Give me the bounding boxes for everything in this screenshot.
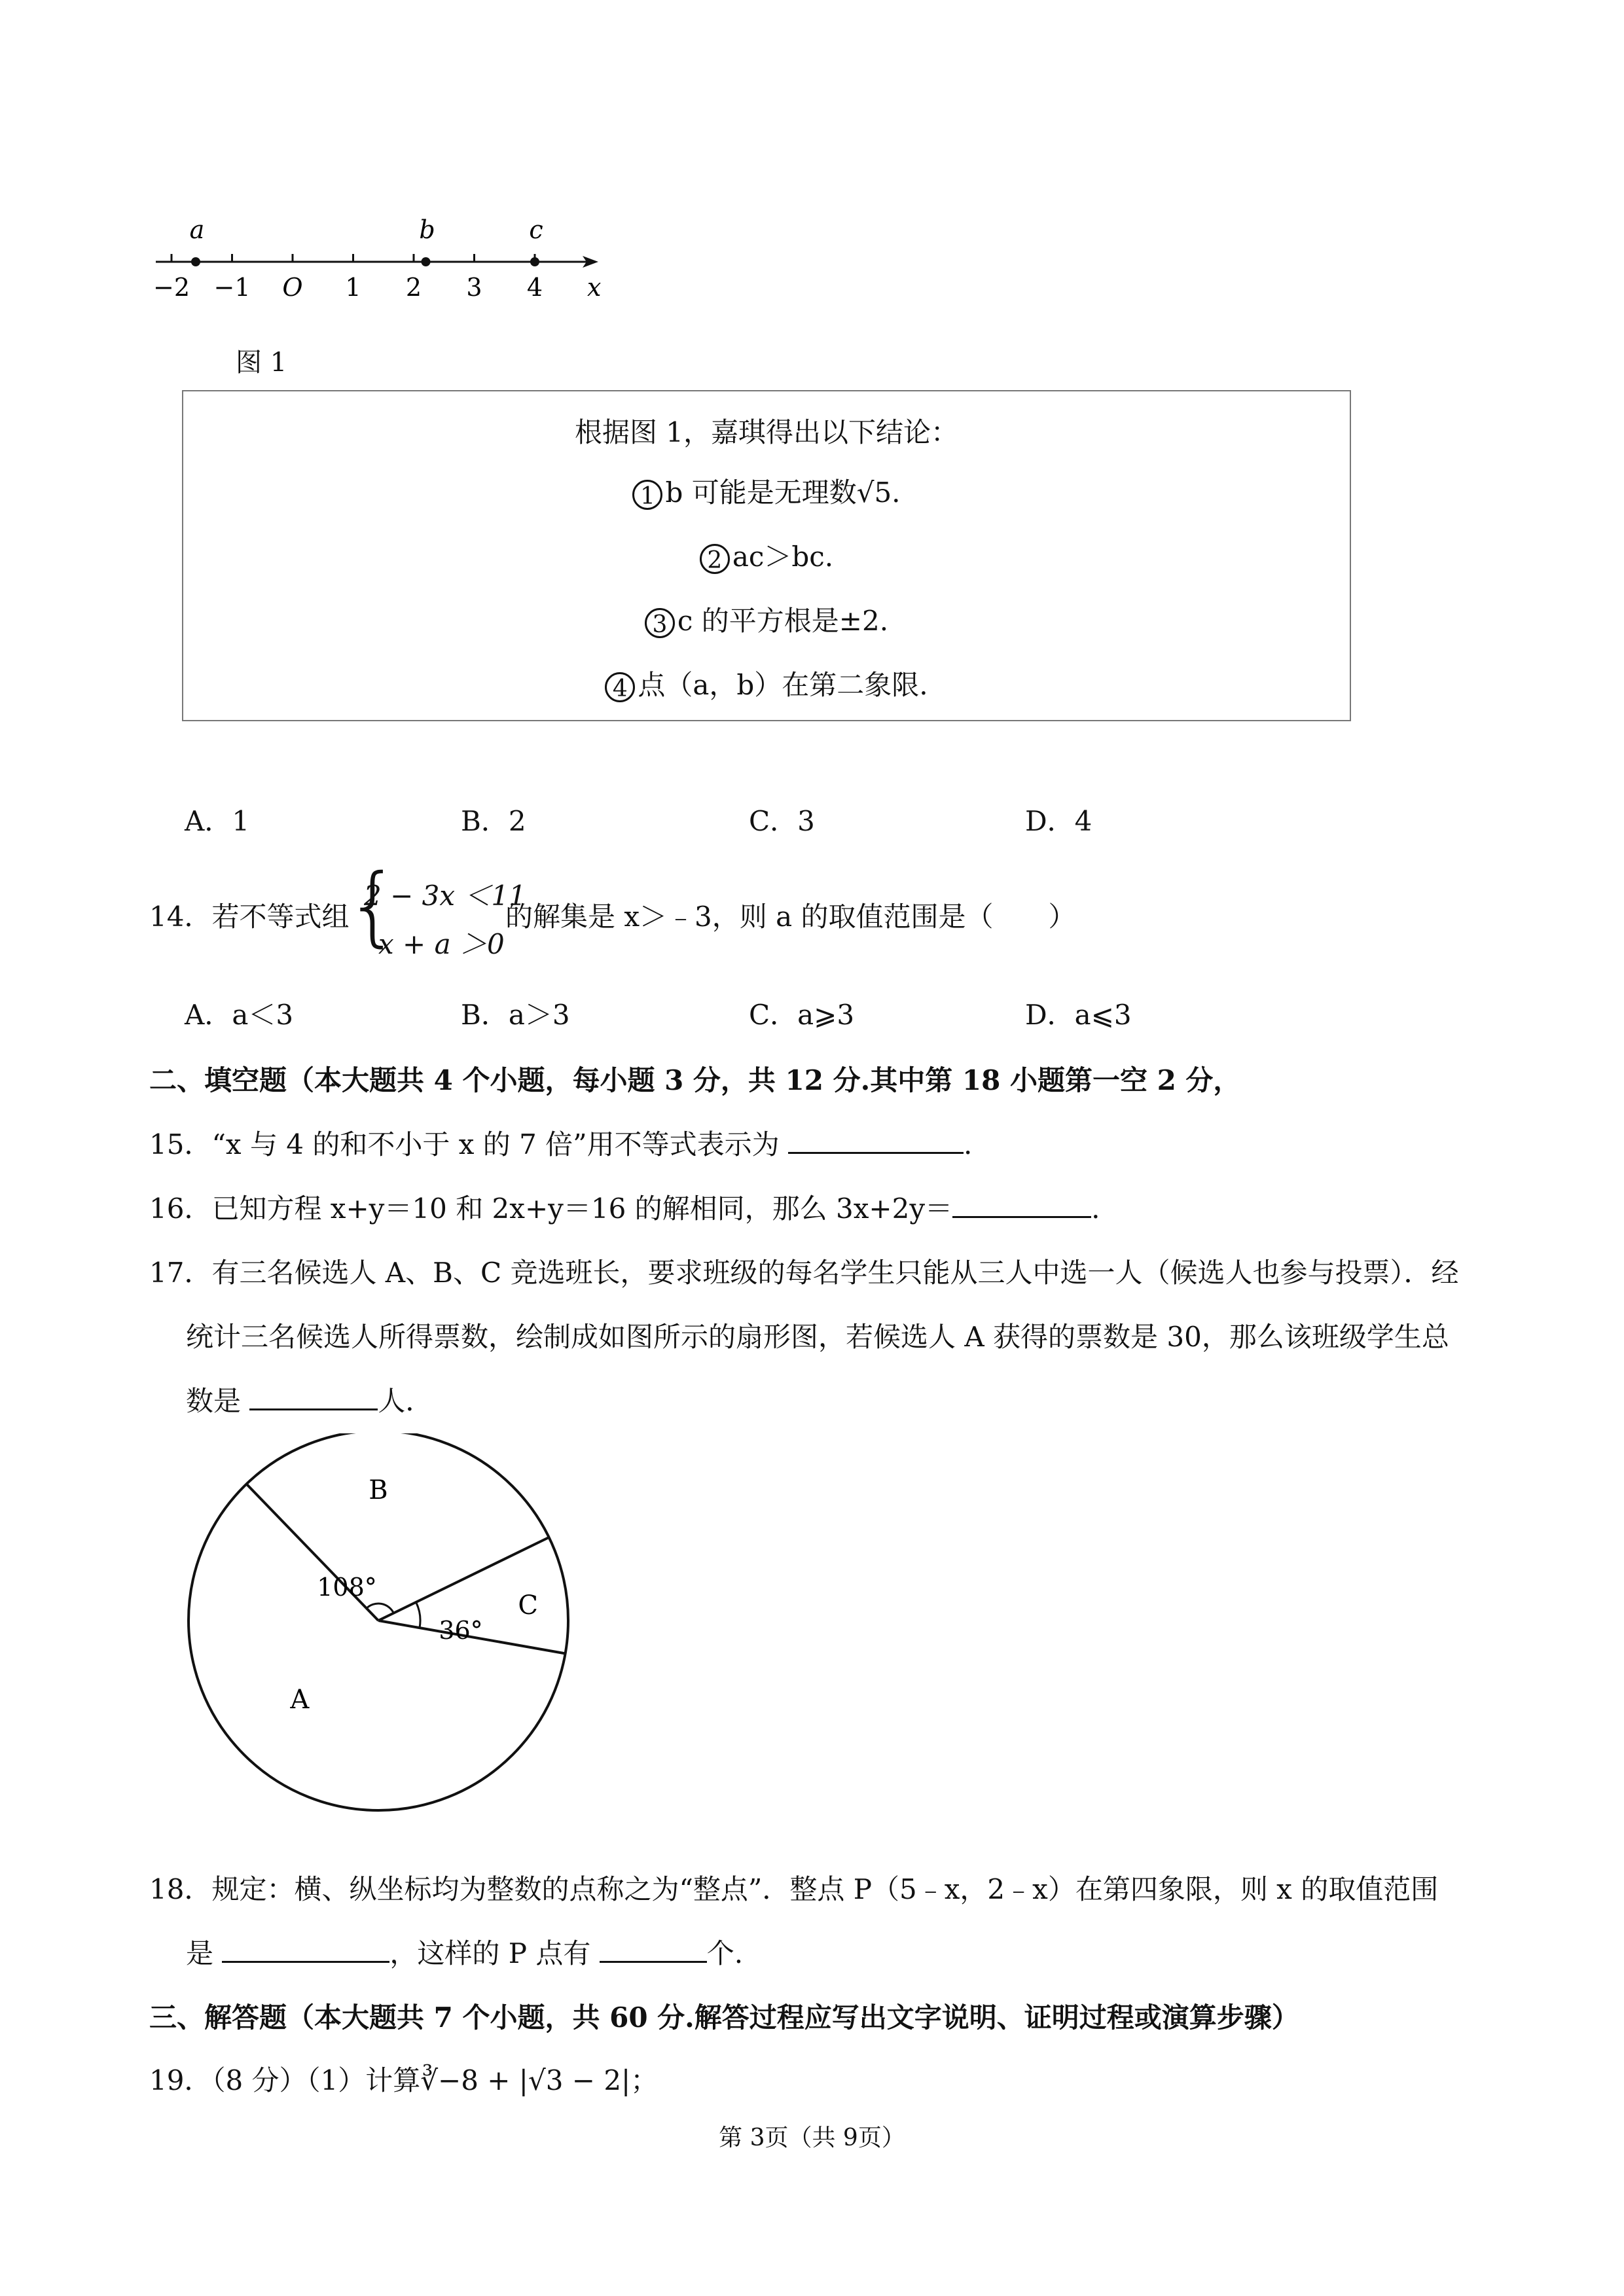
- tick-label: −2: [153, 273, 190, 302]
- q16: 16．已知方程 x+y＝10 和 2x+y＝16 的解相同，那么 3x+2y＝ .: [149, 1187, 1100, 1227]
- tick-label: 2: [405, 273, 422, 302]
- circled-number: 1: [632, 480, 662, 510]
- q14-option-b: B．a＞3: [461, 999, 570, 1031]
- q17-line-2: 统计三名候选人所得票数，绘制成如图所示的扇形图，若候选人 A 获得的票数是 30，那么该班级学生总: [186, 1321, 1449, 1353]
- pie-chart: [177, 1433, 609, 1839]
- q14-inequality-2: x + a ＞0: [378, 928, 505, 960]
- point-label: b: [419, 215, 435, 244]
- q13-option-d: D．4: [1025, 805, 1092, 837]
- slice-label-A: A: [290, 1685, 310, 1715]
- tick-label: 4: [526, 273, 543, 302]
- q19: 19．（8 分）（1）计算∛−8 + |√3 − 2|；: [149, 2064, 659, 2096]
- slice-label-C: C: [518, 1590, 539, 1621]
- page-footer: 第 3页（共 9页）: [719, 2125, 905, 2151]
- tick-label: 1: [345, 273, 361, 302]
- answer-blank: [788, 1126, 964, 1154]
- conclusion-intro: 根据图 1，嘉琪得出以下结论：: [574, 416, 959, 448]
- q14-option-c: C．a⩾3: [749, 999, 855, 1031]
- q14-option-a: A．a＜3: [185, 999, 294, 1031]
- point-a: [191, 257, 200, 266]
- q18-line-1: 18．规定：横、纵坐标均为整数的点称之为“整点”．整点 P（5﹣x，2﹣x）在第四象限，则 x 的取值范围: [149, 1873, 1439, 1905]
- q14-suffix: 的解集是 x＞﹣3，则 a 的取值范围是（ ）: [505, 901, 1076, 933]
- point-c: [530, 257, 539, 266]
- conclusion-item: 2 ac＞bc.: [183, 535, 1350, 575]
- q18-line-2: 是 ，这样的 P 点有 个.: [186, 1932, 743, 1971]
- section-2-title: 二、填空题（本大题共 4 个小题，每小题 3 分，共 12 分.其中第 18 小题第一空 2 分，: [149, 1064, 1241, 1096]
- answer-blank: [249, 1382, 378, 1410]
- figure-caption: 图 1: [236, 348, 287, 378]
- answer-blank: [222, 1935, 389, 1963]
- conclusion-item: 1 b 可能是无理数√5.: [183, 471, 1350, 511]
- q14-option-d: D．a⩽3: [1025, 999, 1132, 1031]
- angle-arc-c: [416, 1602, 420, 1628]
- conclusion-box: [182, 390, 1351, 721]
- answer-blank: [952, 1190, 1091, 1218]
- q13-option-c: C．3: [749, 805, 815, 837]
- circled-number: 2: [700, 544, 730, 574]
- slice-label-B: B: [369, 1475, 388, 1505]
- point-b: [422, 257, 431, 266]
- angle-label-36: 36°: [439, 1616, 483, 1645]
- angle-label-108: 108°: [317, 1573, 377, 1602]
- q13-option-a: A．1: [185, 805, 250, 837]
- point-label: c: [529, 215, 543, 244]
- q17-line-1: 17．有三名候选人 A、B、C 竞选班长，要求班级的每名学生只能从三人中选一人（候选人也参与投票）．经: [149, 1257, 1459, 1289]
- tick-label: 3: [466, 273, 482, 302]
- q17-line-3: 数是 人．: [186, 1380, 433, 1419]
- tick-label: O: [282, 273, 303, 302]
- circled-number: 4: [605, 672, 635, 702]
- q14-inequality-1: 2 − 3x ＜11: [364, 880, 526, 912]
- answer-blank: [600, 1935, 707, 1963]
- section-3-title: 三、解答题（本大题共 7 个小题，共 60 分.解答过程应写出文字说明、证明过程或演算步骤）: [149, 2001, 1299, 2034]
- circled-number: 3: [645, 608, 675, 638]
- axis-label: x: [587, 273, 602, 302]
- tick-label: −1: [213, 273, 251, 302]
- q15: 15．“x 与 4 的和不小于 x 的 7 倍”用不等式表示为 .: [149, 1123, 972, 1162]
- conclusion-item: 3 c 的平方根是±2.: [183, 600, 1350, 639]
- q13-option-b: B．2: [461, 805, 526, 837]
- brace-symbol: {: [346, 855, 401, 956]
- number-line: [144, 209, 615, 308]
- conclusion-item: 4 点（a，b）在第二象限.: [183, 664, 1350, 703]
- q14-prefix: 14．若不等式组: [149, 901, 350, 933]
- point-label: a: [189, 215, 205, 244]
